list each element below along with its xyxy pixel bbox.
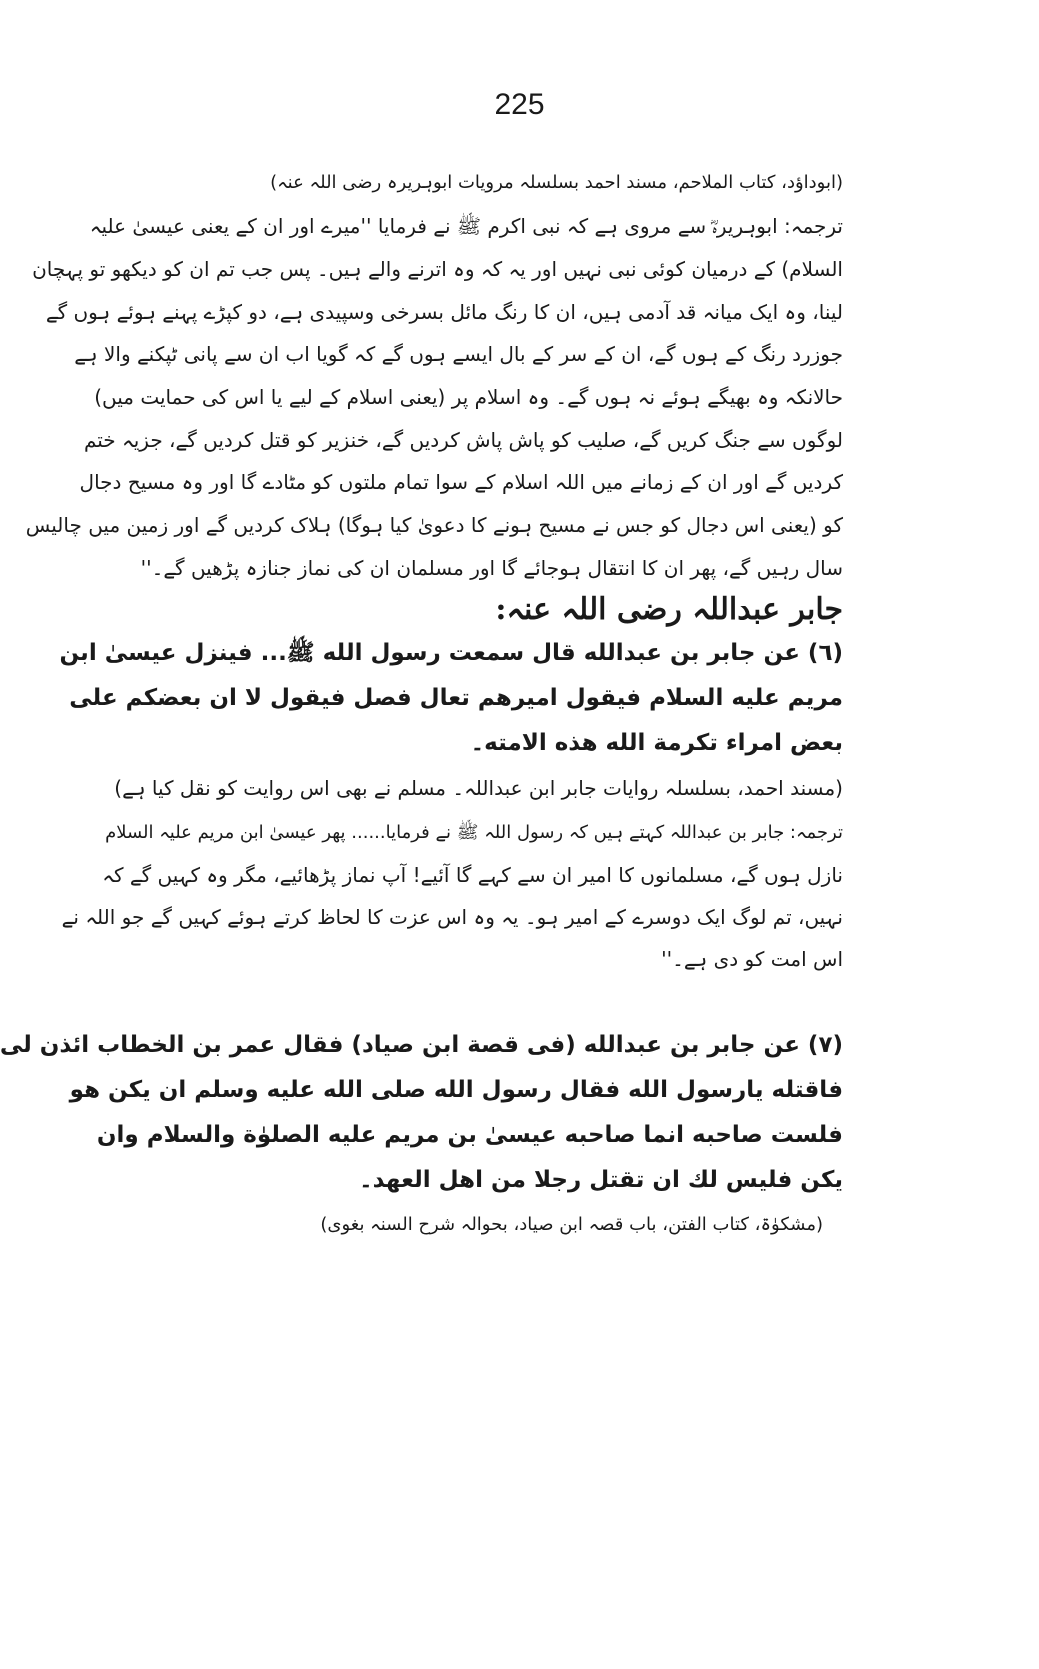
arabic-hadith-line: (٦) عن جابر بن عبدالله قال سمعت رسول الله ﷺ... فينزل عيسىٰ ابن bbox=[59, 640, 843, 666]
translation-line: لینا، وہ ایک میانہ قد آدمی ہیں، ان کا رنگ مائل بسرخی وسپیدی ہے، دو کپڑے پہنے ہوئے ہوں گے bbox=[45, 300, 843, 324]
arabic-hadith-line: (٧) عن جابر بن عبدالله (فى قصة ابن صياد) فقال عمر بن الخطاب ائذن لى bbox=[0, 1032, 843, 1058]
translation-line: حالانکہ وہ بھیگے ہوئے نہ ہوں گے۔ وہ اسلام پر (یعنی اسلام کے لیے یا اس کی حمایت میں) bbox=[94, 385, 843, 409]
translation-line: سال رہیں گے، پھر ان کا انتقال ہوجائے گا اور مسلمان ان کی نماز جنازہ پڑھیں گے۔'' bbox=[140, 556, 843, 580]
translation-line: اس امت کو دی ہے۔'' bbox=[661, 947, 843, 971]
reference-musnad-ahmad: (مسند احمد، بسلسلہ روایات جابر ابن عبداللہ۔ مسلم نے بھی اس روایت کو نقل کیا ہے) bbox=[114, 776, 843, 800]
translation-line: کردیں گے اور ان کے زمانے میں اللہ اسلام کے سوا تمام ملتوں کو مٹادے گا اور وہ مسیح دجال bbox=[79, 470, 843, 494]
translation-line: نازل ہوں گے، مسلمانوں کا امیر ان سے کہے گا آئیے! آپ نماز پڑھائیے، مگر وہ کہیں گے کہ bbox=[102, 863, 843, 887]
reference-abu-dawud: (ابوداؤد، کتاب الملاحم، مسند احمد بسلسلہ مرویات ابوہریرہ رضی اللہ عنہ) bbox=[270, 172, 843, 193]
arabic-hadith-line: بعض امراء تكرمة الله هذه الامته۔ bbox=[470, 730, 843, 756]
translation-line: لوگوں سے جنگ کریں گے، صلیب کو پاش پاش کردیں گے، خنزیر کو قتل کردیں گے، جزیہ ختم bbox=[83, 428, 843, 452]
translation-line: ترجمہ: ابوہریرہؓ سے مروی ہے کہ نبی اکرم ﷺ نے فرمایا ''میرے اور ان کے یعنی عیسیٰ علیہ bbox=[89, 214, 843, 238]
translation-line: ترجمہ: جابر بن عبداللہ کہتے ہیں کہ رسول اللہ ﷺ نے فرمایا...... پھر عیسیٰ ابن مریم علیہ السلام bbox=[105, 822, 843, 843]
reference-mishkat: (مشکوٰۃ، کتاب الفتن، باب قصہ ابن صیاد، بحوالہ شرح السنہ بغوی) bbox=[320, 1214, 823, 1235]
page-number: 225 bbox=[494, 88, 545, 121]
section-heading: جابر عبداللہ رضی اللہ عنہ: bbox=[495, 592, 843, 627]
translation-line: کو (یعنی اس دجال کو جس نے مسیح ہونے کا دعویٰ کیا ہوگا) ہلاک کردیں گے اور زمین میں چالیس bbox=[25, 513, 843, 537]
arabic-hadith-line: فلست صاحبه انما صاحبه عيسىٰ بن مريم عليه الصلوٰة والسلام وان bbox=[96, 1122, 843, 1148]
arabic-hadith-line: مريم عليه السلام فيقول اميرهم تعال فصل فيقول لا ان بعضكم على bbox=[69, 685, 843, 711]
arabic-hadith-line: يكن فليس لك ان تقتل رجلا من اهل العهد۔ bbox=[359, 1167, 843, 1193]
translation-line: جوزرد رنگ کے ہوں گے، ان کے سر کے بال ایسے ہوں گے کہ گویا اب ان سے پانی ٹپکنے والا ہے bbox=[74, 342, 843, 366]
arabic-hadith-line: فاقتله يارسول الله فقال رسول الله صلى الله عليه وسلم ان يكن هو bbox=[69, 1077, 843, 1103]
translation-line: نہیں، تم لوگ ایک دوسرے کے امیر ہو۔ یہ وہ اس عزت کا لحاظ کرتے ہوئے کہیں گے جو اللہ نے bbox=[61, 905, 843, 929]
translation-line: السلام) کے درمیان کوئی نبی نہیں اور یہ کہ وہ اترنے والے ہیں۔ پس جب تم ان کو دیکھو تو پہچان bbox=[32, 257, 843, 281]
